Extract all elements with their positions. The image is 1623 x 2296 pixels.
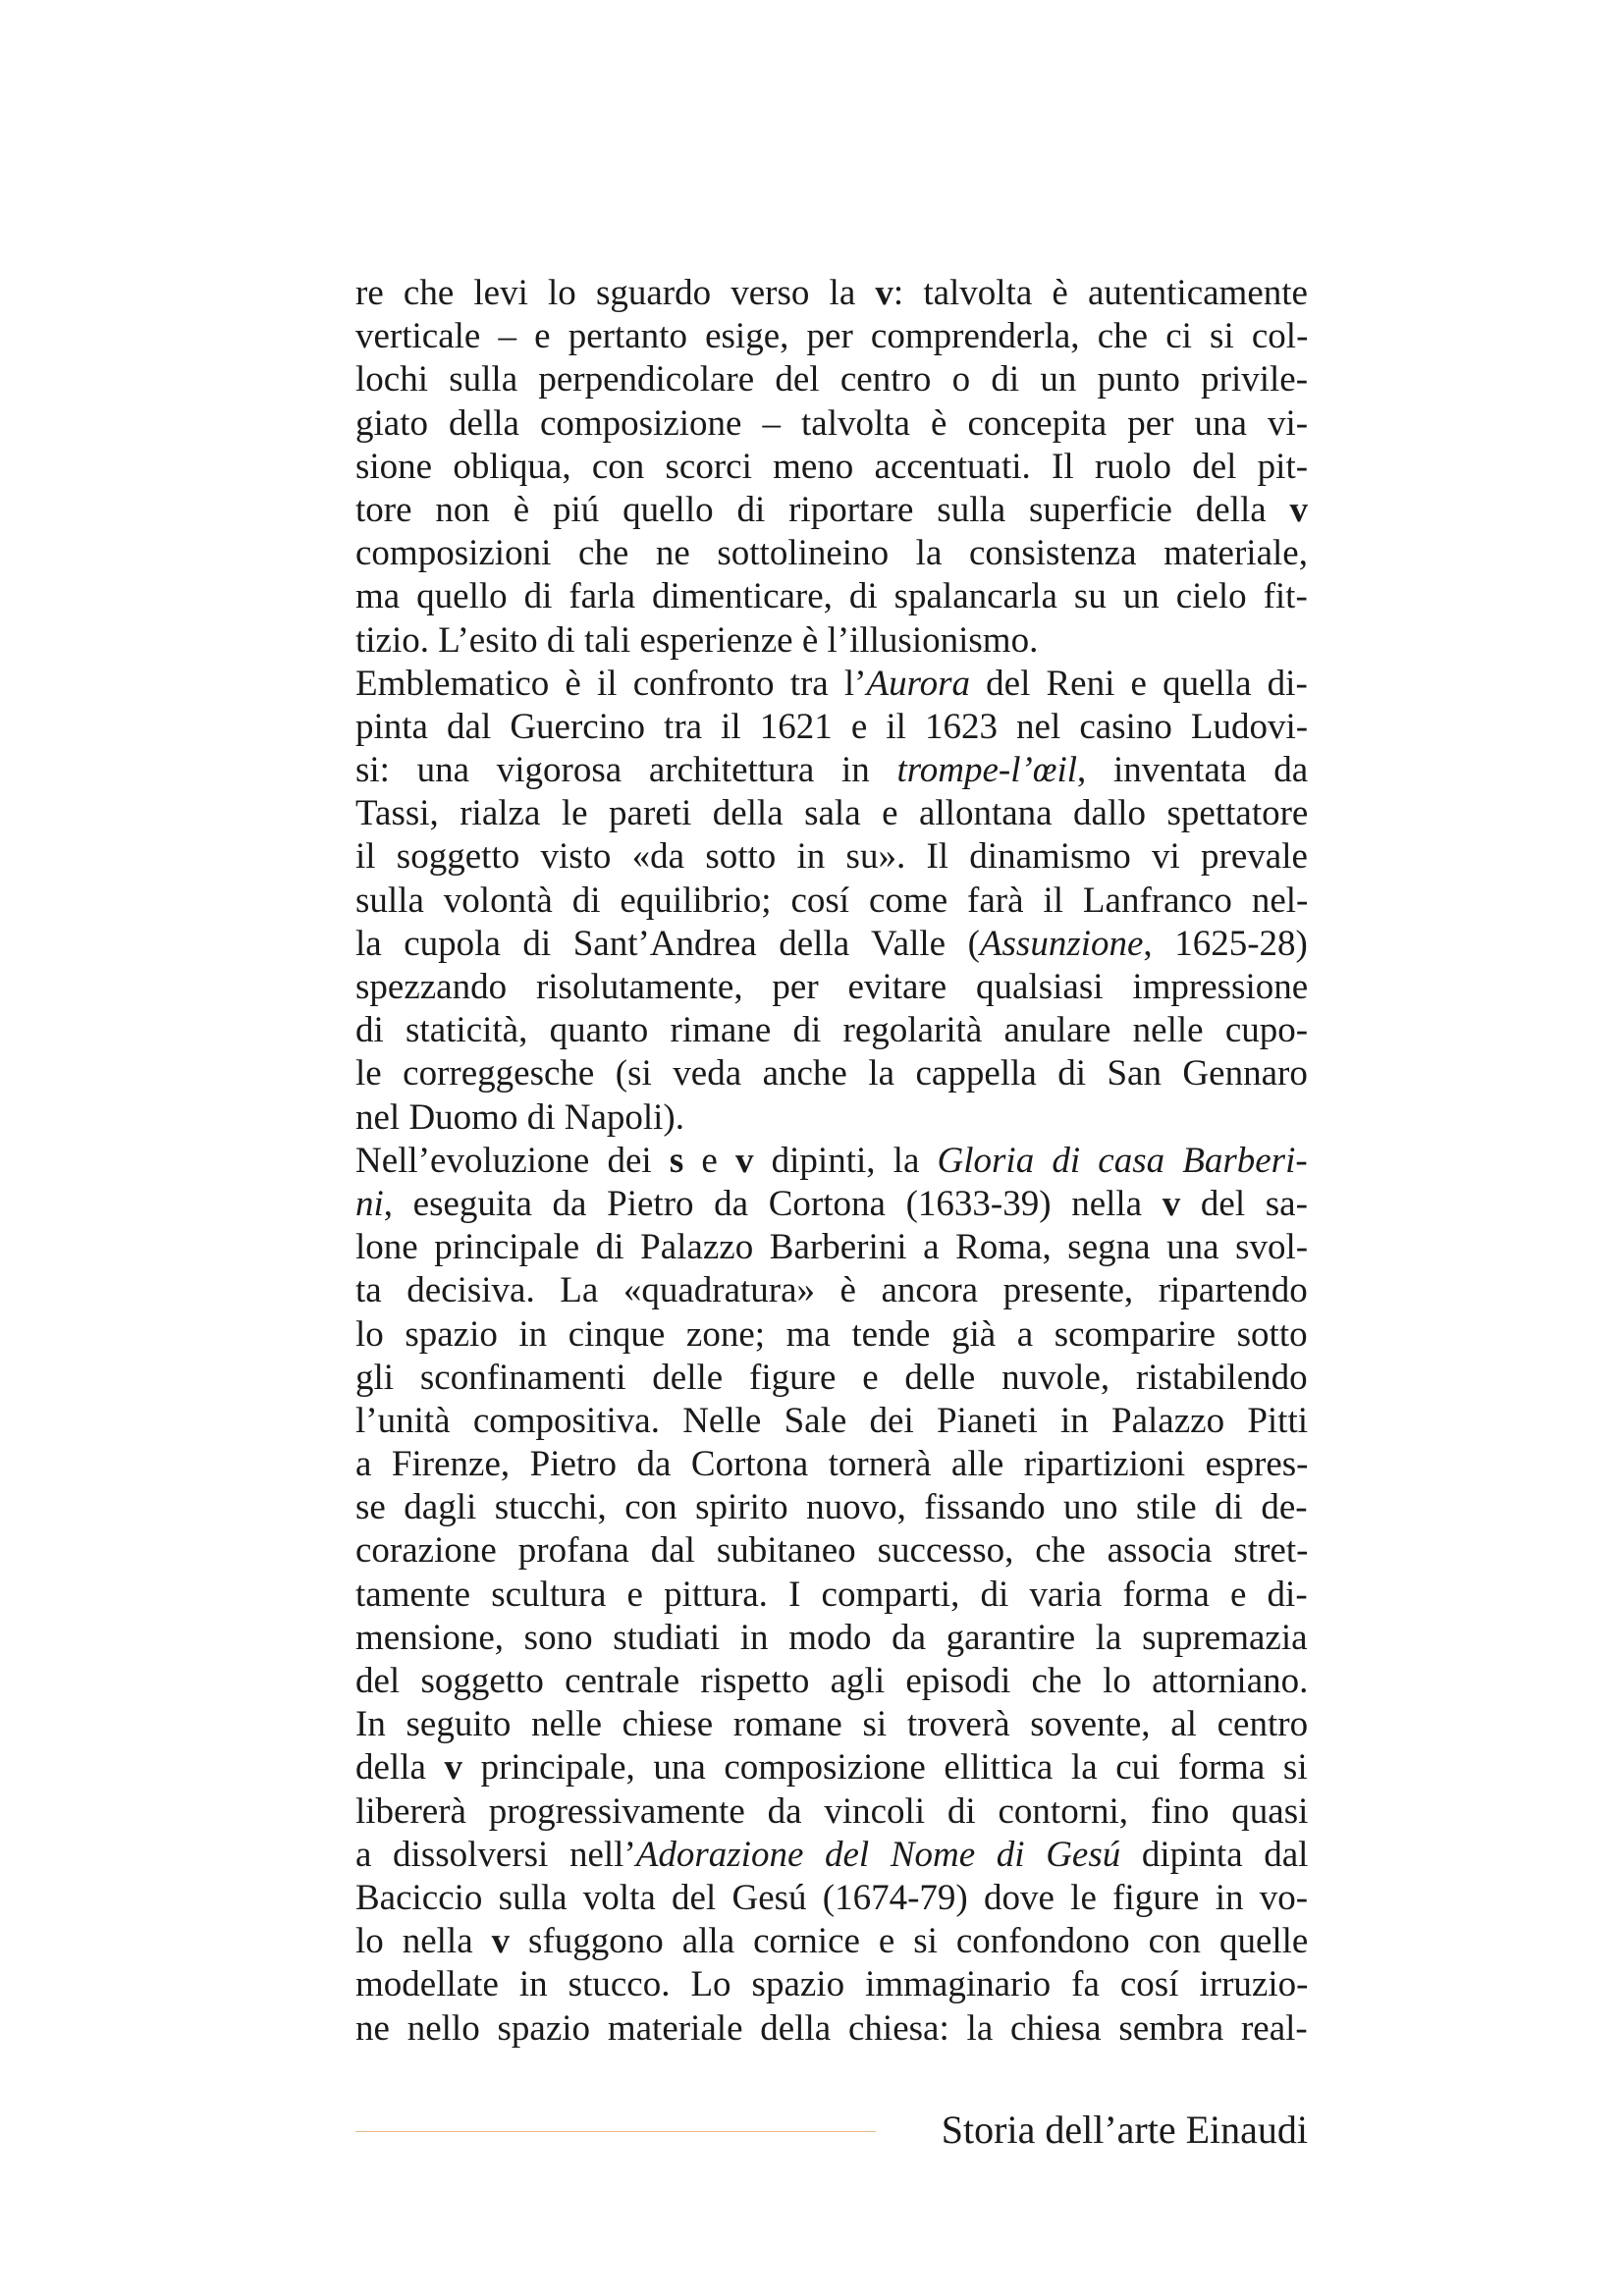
text-segment: il soggetto visto «da sotto in su». Il dinamismo vi prevale [355, 836, 1308, 878]
text-line [355, 792, 1308, 835]
italic-text: Gloria di casa Barberi- [937, 1140, 1308, 1181]
italic-text: trompe-l’œil [896, 750, 1078, 791]
page-footer [355, 2101, 1308, 2160]
text-line [355, 1703, 1308, 1746]
italic-text: Adorazione del Nome di Gesú [635, 1834, 1121, 1875]
bold-abbrev: v [1289, 489, 1309, 530]
text-line [355, 1746, 1308, 1789]
text-line [355, 1269, 1308, 1312]
text-segment: sulla volontà di equilibrio; cosí come farà il Lanfranco nel- [355, 880, 1309, 921]
italic-text: Aurora [866, 663, 970, 704]
text-segment: si: una vigorosa architettura in [355, 750, 897, 791]
text-line [355, 1357, 1308, 1400]
text-line [355, 1400, 1308, 1443]
text-segment: se dagli stucchi, con spirito nuovo, fissando uno stile di de- [355, 1487, 1308, 1528]
text-segment: Nell’evoluzione dei [355, 1140, 670, 1181]
bold-abbrev: v [735, 1140, 754, 1181]
text-line [355, 532, 1308, 575]
text-line [355, 1529, 1308, 1573]
text-segment: sione obliqua, con scorci meno accentuati. Il ruolo del pit- [355, 446, 1309, 487]
text-segment: pinta dal Guercino tra il 1621 e il 1623 nel casino Ludovi- [355, 706, 1309, 747]
text-line [355, 1877, 1308, 1920]
text-segment: , eseguita da Pietro da Cortona (1633-39) nella [383, 1183, 1163, 1224]
text-segment: modellate in stucco. Lo spazio immaginario fa cosí irruzio- [355, 1964, 1309, 2005]
text-segment: verticale – e pertanto esige, per comprenderla, che ci si col- [355, 316, 1309, 357]
text-line [355, 446, 1308, 489]
text-line [355, 966, 1308, 1009]
text-segment: della [355, 1747, 445, 1789]
italic-text: ni [355, 1183, 384, 1224]
text-line [355, 1920, 1308, 1963]
text-line [355, 402, 1308, 446]
text-segment: , inventata da [1077, 750, 1309, 791]
text-line [355, 1486, 1308, 1529]
footer-title: Storia dell’arte Einaudi [941, 2108, 1308, 2152]
text-segment: l’unità compositiva. Nelle Sale dei Pianeti in Palazzo Pitti [355, 1400, 1309, 1441]
text-segment: re che levi lo sguardo verso la [355, 273, 876, 313]
text-segment: giato della composizione – talvolta è concepita per una vi- [355, 402, 1309, 444]
text-segment: a dissolversi nell’ [355, 1834, 636, 1875]
text-line [355, 619, 1308, 663]
bold-abbrev: v [875, 273, 893, 313]
text-segment: ta decisiva. La «quadratura» è ancora presente, ripartendo [355, 1270, 1308, 1311]
text-segment: Emblematico è il confronto tra l’ [355, 663, 867, 704]
text-line [355, 1963, 1308, 2006]
text-line [355, 1790, 1308, 1834]
text-line [355, 1183, 1308, 1226]
text-segment: lone principale di Palazzo Barberini a Roma, segna una svol- [355, 1227, 1309, 1268]
bold-abbrev: v [444, 1747, 462, 1789]
text-segment: , 1625-28) [1143, 923, 1308, 964]
text-line [355, 1443, 1308, 1486]
italic-text: Assunzione [979, 923, 1144, 964]
text-segment: lo nella [355, 1921, 492, 1962]
text-segment: la cupola di Sant’Andrea della Valle ( [355, 923, 980, 964]
text-segment: gli sconfinamenti delle figure e delle nuvole, ristabilendo [355, 1357, 1308, 1398]
text-segment: a Firenze, Pietro da Cortona tornerà alle ripartizioni espres- [355, 1444, 1309, 1485]
text-line [355, 1096, 1308, 1140]
text-line [355, 1052, 1308, 1095]
text-segment: dipinti, la [753, 1140, 938, 1181]
text-segment: ma quello di farla dimenticare, di spalancarla su un cielo fit- [355, 576, 1308, 617]
text-segment: ne nello spazio materiale della chiesa: la chiesa sembra real- [355, 2007, 1308, 2049]
text-line [355, 706, 1308, 749]
text-segment: composizioni che ne sottolineino la consistenza materiale, [355, 533, 1308, 574]
text-line [355, 489, 1308, 532]
text-segment: libererà progressivamente da vincoli di contorni, fino quasi [355, 1790, 1309, 1832]
text-line [355, 2007, 1308, 2051]
text-line [355, 1660, 1308, 1703]
bold-abbrev: v [1162, 1183, 1181, 1224]
text-segment: dipinta dal [1120, 1834, 1309, 1875]
text-line [355, 1617, 1308, 1660]
text-line [355, 315, 1308, 358]
text-segment: mensione, sono studiati in modo da garantire la supremazia [355, 1617, 1308, 1658]
text-line [355, 1009, 1308, 1052]
text-segment: corazione profana dal subitaneo successo, che associa stret- [355, 1530, 1309, 1572]
text-segment: del sa- [1180, 1183, 1308, 1224]
text-segment: Baciccio sulla volta del Gesú (1674-79) dove le figure in vo- [355, 1877, 1309, 1918]
text-segment: In seguito nelle chiese romane si troverà sovente, al centro [355, 1704, 1309, 1745]
text-segment: tizio. L’esito di tali esperienze è l’illusionismo. [355, 619, 1039, 661]
bold-abbrev: v [491, 1921, 511, 1962]
footer-rule [355, 2131, 876, 2132]
text-segment: lochi sulla perpendicolare del centro o di un punto privile- [355, 359, 1309, 400]
text-line [355, 663, 1308, 706]
text-line [355, 835, 1308, 879]
text-line [355, 575, 1308, 618]
text-segment: spezzando risolutamente, per evitare qualsiasi impressione [355, 967, 1309, 1007]
text-line [355, 1834, 1308, 1877]
text-line [355, 1313, 1308, 1357]
text-line [355, 880, 1308, 923]
text-segment: nel Duomo di Napoli). [355, 1096, 685, 1138]
text-segment: di staticità, quanto rimane di regolarità anulare nelle cupo- [355, 1010, 1309, 1051]
text-segment: del Reni e quella di- [970, 663, 1308, 704]
text-line [355, 358, 1308, 401]
text-segment: le correggesche (si veda anche la cappella di San Gennaro [355, 1053, 1308, 1095]
body-text [355, 272, 1308, 2051]
text-line [355, 749, 1308, 792]
text-segment: principale, una composizione ellittica la cui forma si [461, 1747, 1308, 1789]
text-segment: Tassi, rialza le pareti della sala e allontana dallo spettatore [355, 793, 1309, 834]
text-line [355, 1574, 1308, 1617]
text-segment: e [683, 1140, 735, 1181]
text-segment: lo spazio in cinque zone; ma tende già a scomparire sotto [355, 1313, 1308, 1355]
text-line [355, 1226, 1308, 1269]
text-line [355, 923, 1308, 966]
text-segment: : talvolta è autenticamente [893, 273, 1308, 313]
text-line [355, 272, 1308, 315]
text-segment: sfuggono alla cornice e si confondono con quelle [510, 1921, 1309, 1962]
text-segment: tamente scultura e pittura. I comparti, di varia forma e di- [355, 1574, 1308, 1615]
text-line [355, 1140, 1308, 1183]
text-segment: tore non è piú quello di riportare sulla superficie della [355, 489, 1290, 530]
bold-abbrev: s [669, 1140, 684, 1181]
text-segment: del soggetto centrale rispetto agli episodi che lo attorniano. [355, 1661, 1309, 1701]
